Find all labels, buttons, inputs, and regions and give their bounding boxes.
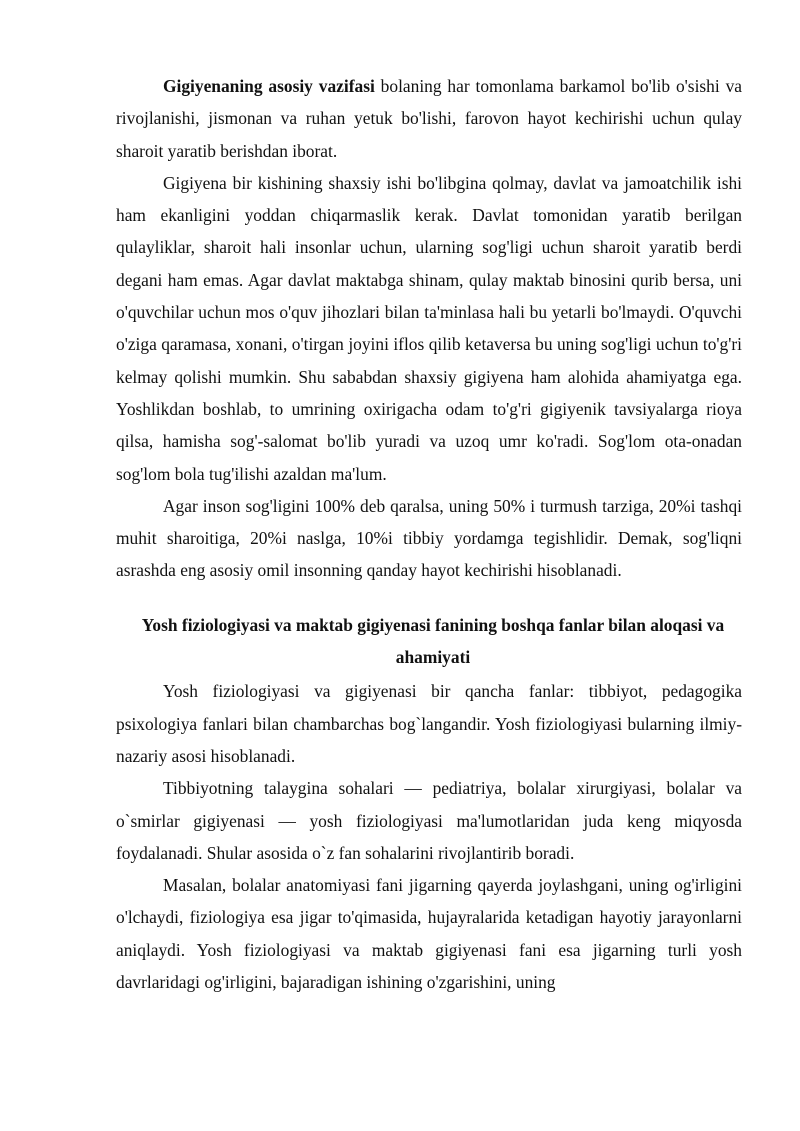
paragraph-lead-term: Gigiyenaning asosiy vazifasi [163, 76, 375, 96]
paragraph-liver-example: Masalan, bolalar anatomiyasi fani jigarning qayerda joylashgani, uning og'irligini o'lchaydi, fiziologiya esa jigar to'qimasida, hujayralarida ketadigan hayotiy jarayonlarni aniqlaydi. Yosh fiziologiyasi va maktab gigiyenasi fani esa jigarning turli yosh davrlaridagi og'irligini, bajaradigan ishining o'zgarishini, uning [116, 875, 742, 993]
paragraph-health-percentages: Agar inson sog'ligini 100% deb qaralsa, uning 50% i turmush tarziga, 20%i tashqi muhit sharoitiga, 20%i naslga, 10%i tibbiy yordamga tegishlidir. Demak, sog'liqni asrashda eng asosiy omil insonning qanday hayot kechirishi hisoblanadi. [116, 495, 742, 581]
paragraph-hygiene-state: Gigiyena bir kishining shaxsiy ishi bo'libgina qolmay, davlat va jamoatchilik ishi ham ekanligini yoddan chiqarmaslik kerak. Davlat tomonidan yaratib berilgan qulayliklar, sharoit hali insonlar uchun, ularning sog'ligi uchun sharoit yaratib berdi degani ham emas. Agar davlat maktabga shinam, qulay maktab binosini qurib bersa, uni o'quvchilar uchun mos o'quv jihozlari bilan ta'minlasa hali bu yetarli bo'lmaydi. O'quvchi o'ziga qaramasa, xonani, o'tirgan joyini iflos qilib ketaversa bu uning sog'ligi uchun to'g'ri kelmay qolishi mumkin. Shu sababdan shaxsiy gigiyena ham alohida ahamiyatga ega. Yoshlikdan boshlab, to umrining oxirigacha odam to'g'ri gigiyenik tavsiyalarga rioya qilsa, hamisha sog'-salomat bo'lib yuradi va uzoq umr ko'radi. Sog'lom ota-onadan sog'lom bola tug'ilishi azaldan ma'lum. [116, 172, 742, 484]
paragraph-medicine-branches: Tibbiyotning talaygina sohalari — pediatriya, bolalar xirurgiyasi, bolalar va o`smirlar gigiyenasi — yosh fiziologiyasi ma'lumotlaridan juda keng miqyosda foydalanadi. Shular asosida o`z fan sohalarini rivojlantirib boradi. [116, 778, 742, 863]
paragraph-text: bolaning har tomonlama barkamol bo'lib o'sishi va rivojlanishi, jismonan va ruhan yetuk bo'lishi, farovon hayot kechirishi uchun qulay sharoit yaratib berishdan iborat. [116, 76, 742, 161]
paragraph-hygiene-task [116, 70, 742, 167]
section-heading: Yosh fiziologiyasi va maktab gigiyenasi fanining boshqa fanlar bilan aloqasi va ahamiyati [141, 614, 725, 668]
document-body [116, 70, 742, 998]
paragraph-related-sciences: Yosh fiziologiyasi va gigiyenasi bir qancha fanlar: tibbiyot, pedagogika psixologiya fanlari bilan chambarchas bog`langandir. Yosh fiziologiyasi bularning ilmiy-nazariy asosi hisoblanadi. [116, 681, 742, 766]
